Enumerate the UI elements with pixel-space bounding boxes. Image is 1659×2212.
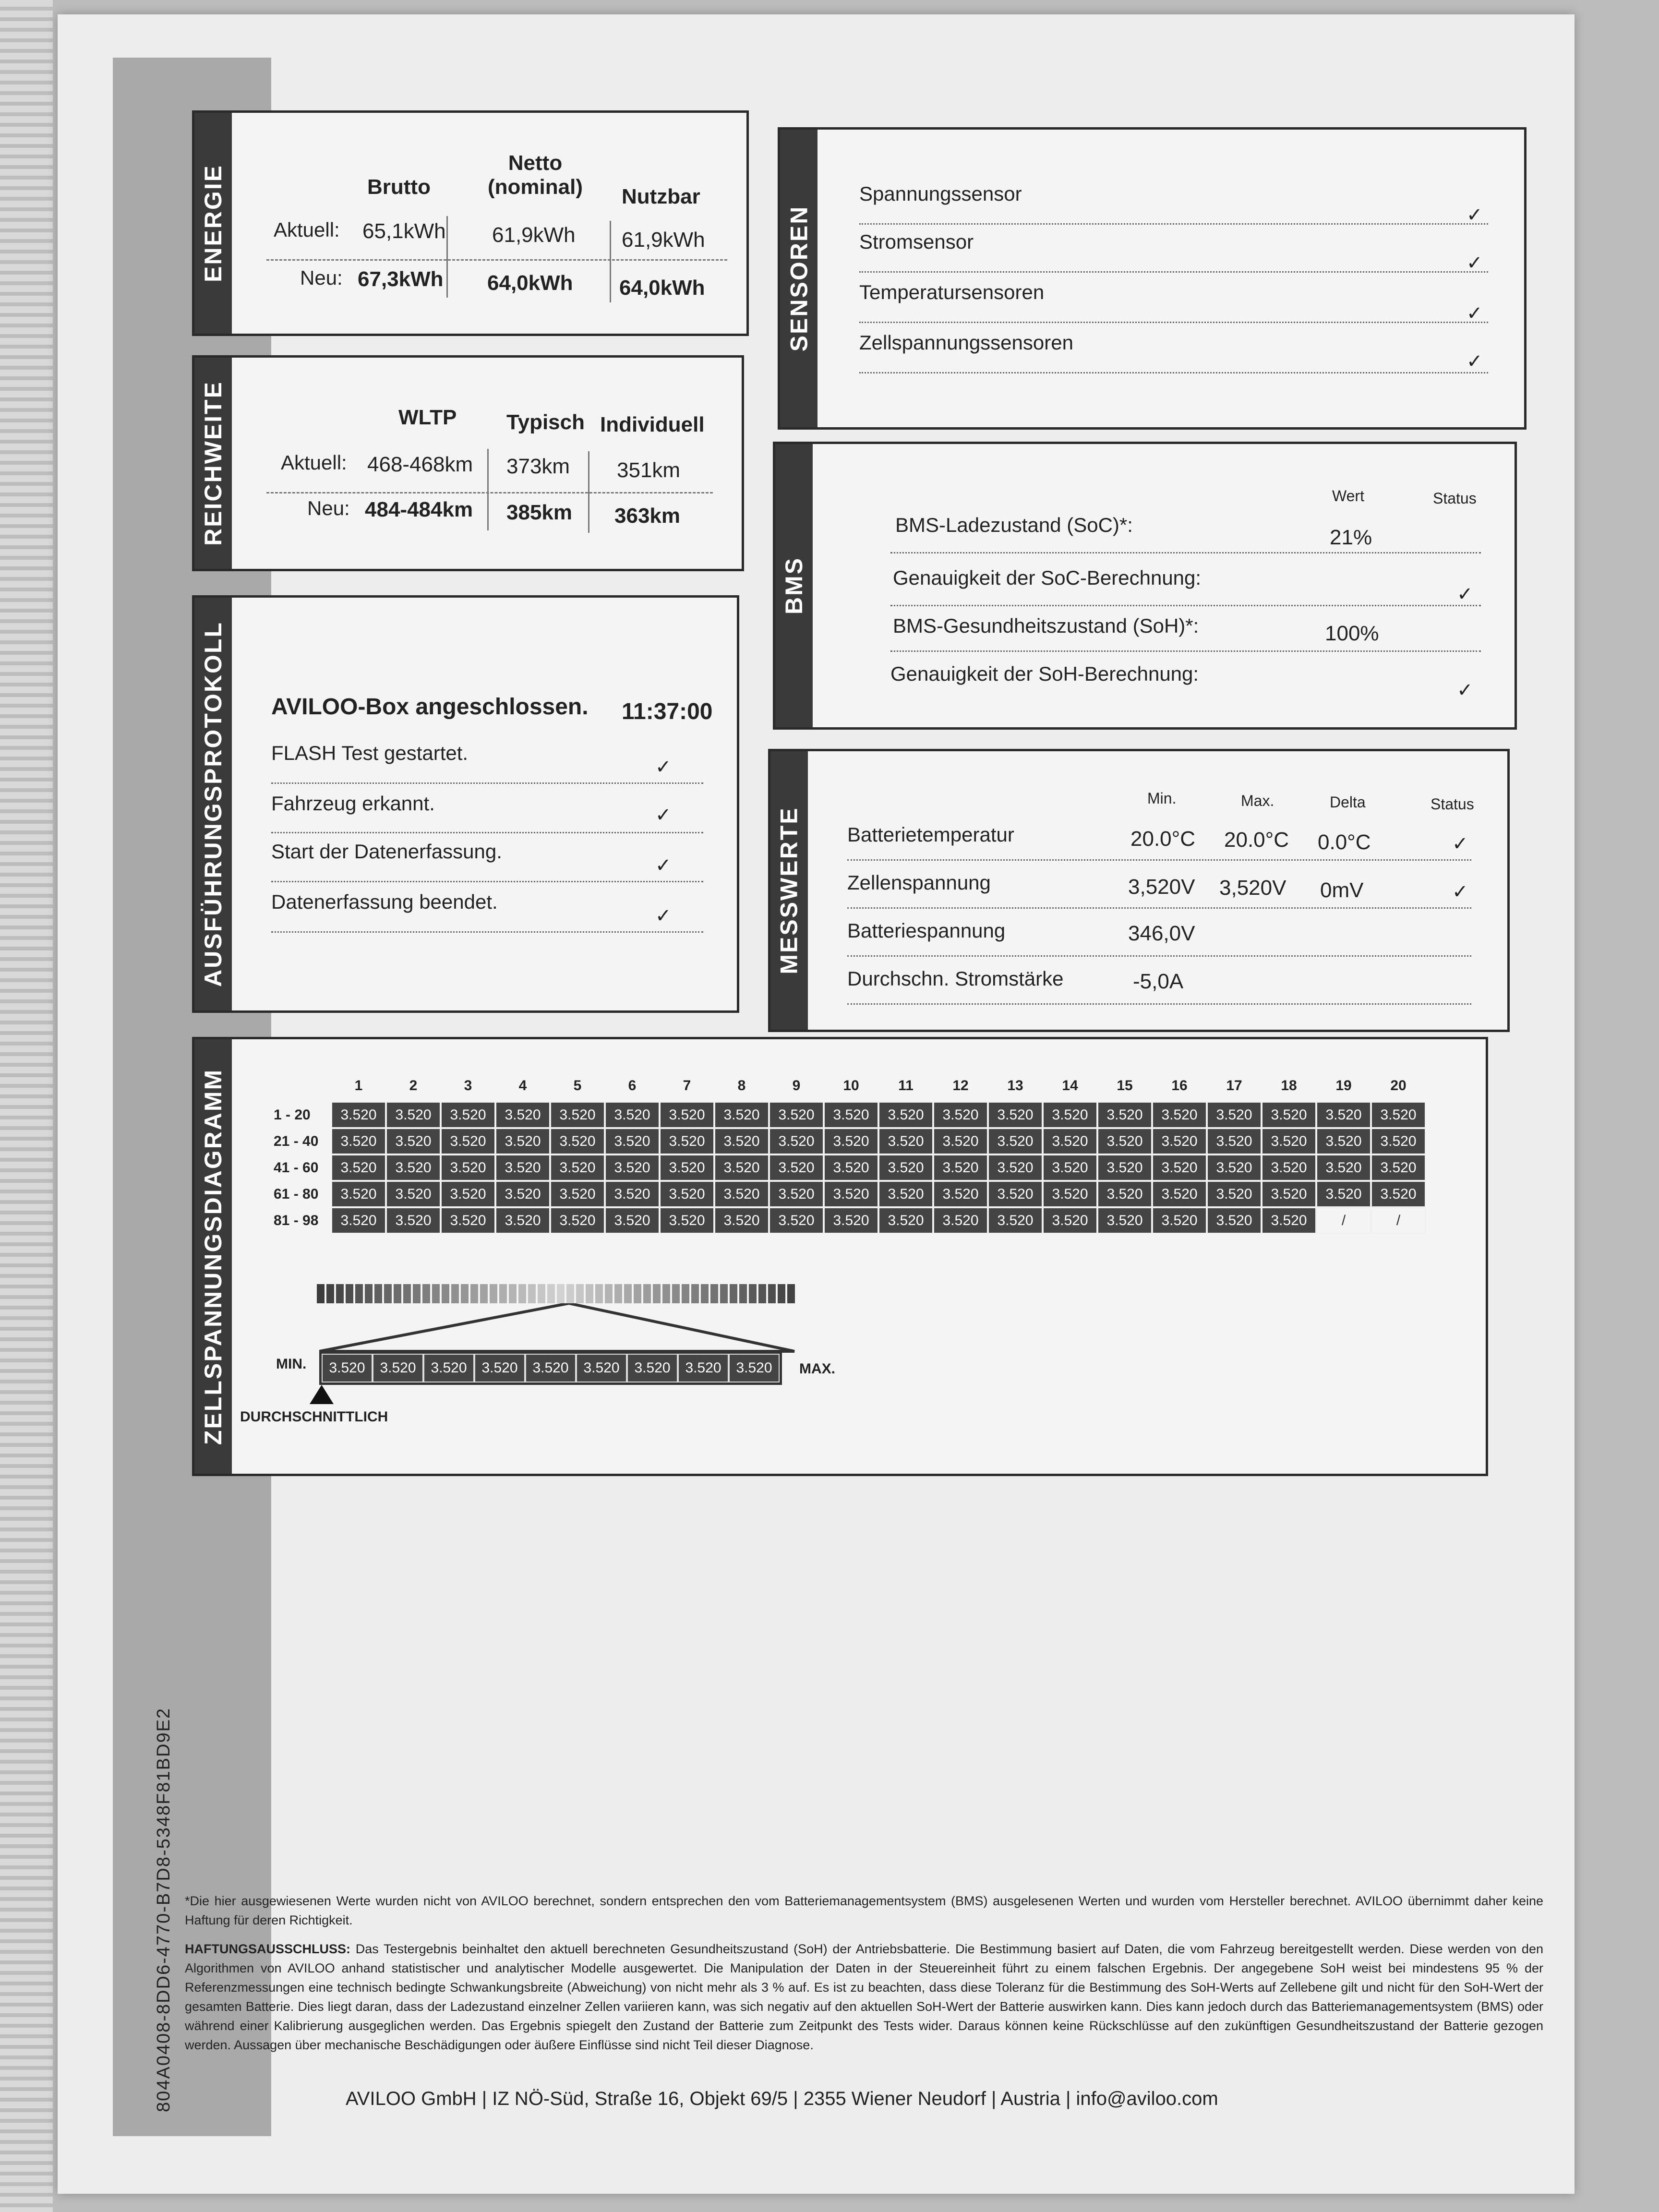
messwerte-title: MESSWERTE (776, 806, 803, 974)
reichweite-title: REICHWEITE (200, 381, 227, 546)
cell-voltage: 3.520 (769, 1181, 824, 1207)
cell-voltage: 3.520 (441, 1128, 495, 1154)
reichweite-neu-typisch: 385km (506, 501, 573, 524)
scale-segment (566, 1284, 574, 1303)
cell-voltage: 3.520 (769, 1128, 824, 1154)
protokoll-item: Fahrzeug erkannt. (271, 792, 435, 815)
reichweite-aktuell-wltp: 468-468km (367, 453, 473, 476)
cell-voltage: 3.520 (933, 1181, 988, 1207)
col-status: Status (1433, 490, 1477, 507)
footnote-star: *Die hier ausgewiesenen Werte wurden nicht von AVILOO berechnet, sondern entsprechen den vom Batteriemanagementsystem (BMS) ausgelesenen Werten und wurden vom Hersteller berechnet. AVILOO übernimmt daher keine Haftung für deren Richtigkeit. (185, 1894, 1543, 1927)
cell-voltage: 3.520 (605, 1181, 660, 1207)
cell-voltage: 3.520 (550, 1207, 605, 1234)
energie-neu-brutto: 67,3kWh (358, 267, 444, 291)
cell-voltage: 3.520 (1152, 1207, 1207, 1234)
messwert-label: Durchschn. Stromstärke (847, 967, 1064, 990)
reichweite-neu-individuell: 363km (614, 504, 681, 528)
cell-voltage: 3.520 (988, 1154, 1043, 1181)
column-number: 4 (518, 1078, 527, 1094)
scale-segment (499, 1284, 507, 1303)
energie-tab (194, 113, 232, 334)
cell-voltage: 3.520 (714, 1128, 769, 1154)
scale-segment (768, 1284, 776, 1303)
scale-segment (346, 1284, 353, 1303)
messwert-label: Batterietemperatur (847, 823, 1014, 846)
cell-voltage: 3.520 (660, 1128, 714, 1154)
column-number: 2 (409, 1078, 418, 1094)
average-cell: 3.520 (423, 1354, 474, 1382)
col-min: Min. (1147, 790, 1177, 807)
scale-segment (538, 1284, 545, 1303)
cell-voltage: 3.520 (1097, 1181, 1152, 1207)
cell-voltage: 3.520 (769, 1207, 824, 1234)
sensor-item: Spannungssensor (859, 182, 1022, 205)
column-number: 6 (628, 1078, 637, 1094)
scale-segment (691, 1284, 699, 1303)
check-icon: ✓ (655, 855, 672, 876)
scale-segment (778, 1284, 785, 1303)
cell-voltage: 3.520 (1207, 1128, 1262, 1154)
background-paper-strip (0, 0, 53, 2212)
protokoll-title: AUSFÜHRUNGSPROTOKOLL (200, 621, 227, 987)
scale-segment (662, 1284, 670, 1303)
scale-segment (422, 1284, 430, 1303)
cell-voltage: 3.520 (1043, 1128, 1097, 1154)
cell-row-labels (274, 1102, 318, 1234)
vehicle-id: 804A0408-8DD6-4770-B7D8-5348F81BD9E2 (154, 1707, 174, 2112)
soh-label: BMS-Gesundheitszustand (SoH)*: (893, 614, 1199, 637)
cell-voltage: 3.520 (386, 1207, 441, 1234)
column-number: 15 (1117, 1078, 1133, 1094)
cell-voltage-grid (331, 1102, 1426, 1234)
scale-segment (394, 1284, 401, 1303)
cell-voltage: 3.520 (988, 1181, 1043, 1207)
scale-segment (605, 1284, 613, 1303)
energie-title: ENERGIE (200, 164, 227, 283)
cell-voltage: 3.520 (1043, 1181, 1097, 1207)
scale-segment (432, 1284, 440, 1303)
average-cell: 3.520 (474, 1354, 525, 1382)
cell-voltage: 3.520 (605, 1128, 660, 1154)
cell-voltage: 3.520 (878, 1207, 933, 1234)
column-number: 19 (1335, 1078, 1352, 1094)
col-max: Max. (1241, 792, 1274, 809)
average-label: DURCHSCHNITTLICH (240, 1409, 388, 1425)
check-icon: ✓ (1457, 680, 1473, 701)
max-label: MAX. (799, 1361, 835, 1377)
cell-voltage: 3.520 (1207, 1207, 1262, 1234)
scale-segment (624, 1284, 632, 1303)
cell-voltage: 3.520 (495, 1102, 550, 1128)
check-icon: ✓ (1467, 252, 1483, 274)
cell-voltage: 3.520 (441, 1154, 495, 1181)
cell-voltage: 3.520 (1316, 1154, 1371, 1181)
protokoll-tab (194, 598, 232, 1010)
scale-segment (336, 1284, 344, 1303)
cell-voltage: 3.520 (1097, 1128, 1152, 1154)
sensoren-panel (778, 127, 1527, 430)
scale-segment (787, 1284, 795, 1303)
scale-segment (365, 1284, 373, 1303)
scale-segment (413, 1284, 421, 1303)
cell-voltage: 3.520 (933, 1102, 988, 1128)
scale-segment (682, 1284, 689, 1303)
scale-segment (490, 1284, 497, 1303)
cell-voltage: 3.520 (988, 1207, 1043, 1234)
col-brutto: Brutto (367, 175, 431, 199)
cell-voltage: 3.520 (1262, 1207, 1316, 1234)
scale-segment (442, 1284, 449, 1303)
energie-aktuell-brutto: 65,1kWh (362, 219, 446, 243)
row-aktuell-label: Aktuell: (274, 218, 340, 241)
scale-segment (451, 1284, 459, 1303)
scale-segment (480, 1284, 488, 1303)
empty-cell: / (1371, 1207, 1426, 1234)
cell-voltage: 3.520 (495, 1181, 550, 1207)
scale-segment (672, 1284, 680, 1303)
scale-segment (547, 1284, 555, 1303)
check-icon: ✓ (655, 805, 672, 826)
average-cell: 3.520 (373, 1354, 423, 1382)
check-icon: ✓ (1467, 204, 1483, 226)
cell-voltage: 3.520 (824, 1207, 878, 1234)
scale-segment (317, 1284, 325, 1303)
company-footer: AVILOO GmbH | IZ NÖ-Süd, Straße 16, Objekt 69/5 | 2355 Wiener Neudorf | Austria | info@aviloo.com (346, 2088, 1218, 2109)
sensor-item: Stromsensor (859, 230, 974, 253)
scale-zoom-lines (319, 1303, 799, 1356)
row-aktuell-label: Aktuell: (281, 451, 347, 474)
bms-title: BMS (781, 556, 808, 615)
cell-voltage: 3.520 (1097, 1102, 1152, 1128)
cell-voltage: 3.520 (824, 1102, 878, 1128)
cell-voltage: 3.520 (1152, 1102, 1207, 1128)
col-delta: Delta (1330, 793, 1366, 811)
cell-voltage: 3.520 (878, 1102, 933, 1128)
scale-segment (355, 1284, 363, 1303)
cell-voltage: 3.520 (495, 1154, 550, 1181)
column-number: 8 (737, 1078, 746, 1094)
row-label: 21 - 40 (274, 1133, 319, 1149)
messwert-min: 346,0V (1128, 922, 1195, 945)
column-number: 9 (792, 1078, 801, 1094)
average-marker-icon (310, 1385, 334, 1404)
cell-voltage: 3.520 (714, 1102, 769, 1128)
col-wltp: WLTP (398, 406, 457, 429)
energie-aktuell-nutzbar: 61,9kWh (622, 228, 705, 252)
reichweite-tab (194, 358, 232, 569)
cell-voltage: 3.520 (933, 1154, 988, 1181)
energie-neu-nutzbar: 64,0kWh (619, 276, 705, 300)
protokoll-item: Start der Datenerfassung. (271, 840, 502, 863)
scale-segment (384, 1284, 392, 1303)
protokoll-item: FLASH Test gestartet. (271, 742, 469, 764)
average-cell: 3.520 (322, 1354, 373, 1382)
cell-voltage: 3.520 (1207, 1102, 1262, 1128)
cell-voltage: 3.520 (1152, 1128, 1207, 1154)
scale-segment (576, 1284, 584, 1303)
row-label: 81 - 98 (274, 1213, 319, 1228)
check-icon: ✓ (1452, 881, 1468, 902)
cell-voltage: 3.520 (1262, 1102, 1316, 1128)
cell-voltage: 3.520 (1207, 1181, 1262, 1207)
soc-label: BMS-Ladezustand (SoC)*: (895, 514, 1133, 536)
sensoren-tab (780, 130, 817, 427)
cell-voltage: 3.520 (605, 1207, 660, 1234)
cell-voltage: 3.520 (769, 1154, 824, 1181)
cell-voltage: 3.520 (660, 1207, 714, 1234)
cell-voltage: 3.520 (824, 1128, 878, 1154)
cell-voltage: 3.520 (386, 1154, 441, 1181)
column-number: 11 (898, 1078, 914, 1094)
column-number: 5 (573, 1078, 582, 1094)
protokoll-heading: AVILOO-Box angeschlossen. (271, 694, 589, 720)
cell-voltage: 3.520 (550, 1102, 605, 1128)
column-number: 13 (1007, 1078, 1023, 1094)
average-cell-row (319, 1351, 782, 1385)
row-label: 41 - 60 (274, 1160, 319, 1176)
zellspannung-title: ZELLSPANNUNGSDIAGRAMM (200, 1068, 227, 1445)
bms-tab (775, 444, 813, 727)
scale-segment (326, 1284, 334, 1303)
average-cell: 3.520 (627, 1354, 678, 1382)
cell-voltage: 3.520 (824, 1154, 878, 1181)
cell-row (331, 1181, 1426, 1207)
empty-cell: / (1316, 1207, 1371, 1234)
reichweite-aktuell-typisch: 373km (506, 455, 570, 478)
scale-segment (749, 1284, 757, 1303)
scale-segment (614, 1284, 622, 1303)
protokoll-panel (192, 595, 739, 1013)
cell-row (331, 1154, 1426, 1181)
col-typisch: Typisch (506, 410, 585, 434)
cell-voltage: 3.520 (441, 1102, 495, 1128)
messwert-label: Batteriespannung (847, 919, 1006, 942)
scale-segment (518, 1284, 526, 1303)
scale-segment (470, 1284, 478, 1303)
cell-voltage: 3.520 (1262, 1181, 1316, 1207)
cell-voltage: 3.520 (988, 1128, 1043, 1154)
row-neu-label: Neu: (307, 497, 350, 519)
bms-panel (773, 442, 1517, 730)
messwert-delta: 0.0°C (1318, 830, 1371, 854)
messwert-min: -5,0A (1133, 970, 1184, 993)
messwerte-panel (768, 749, 1510, 1032)
check-icon: ✓ (655, 757, 672, 778)
sensor-item: Zellspannungssensoren (859, 331, 1073, 354)
cell-voltage: 3.520 (331, 1207, 386, 1234)
soh-value: 100% (1325, 622, 1379, 645)
soh-accuracy-label: Genauigkeit der SoH-Berechnung: (890, 662, 1199, 685)
cell-voltage: 3.520 (660, 1181, 714, 1207)
soc-accuracy-label: Genauigkeit der SoC-Berechnung: (893, 566, 1202, 589)
average-cell: 3.520 (576, 1354, 627, 1382)
check-icon: ✓ (1467, 351, 1483, 372)
cell-voltage: 3.520 (605, 1102, 660, 1128)
cell-voltage: 3.520 (714, 1181, 769, 1207)
cell-voltage: 3.520 (1152, 1154, 1207, 1181)
reichweite-aktuell-individuell: 351km (617, 458, 681, 482)
average-cell: 3.520 (729, 1354, 780, 1382)
voltage-color-scale (317, 1284, 797, 1303)
cell-voltage: 3.520 (1097, 1207, 1152, 1234)
sensor-item: Temperatursensoren (859, 281, 1045, 303)
messwert-max: 3,520V (1219, 876, 1286, 900)
scale-segment (730, 1284, 737, 1303)
cell-voltage: 3.520 (1043, 1102, 1097, 1128)
cell-voltage: 3.520 (988, 1102, 1043, 1128)
cell-voltage: 3.520 (495, 1128, 550, 1154)
row-neu-label: Neu: (300, 266, 343, 289)
sensoren-title: SENSOREN (785, 205, 812, 352)
scale-segment (403, 1284, 411, 1303)
energie-aktuell-netto: 61,9kWh (492, 223, 576, 247)
messwert-min: 20.0°C (1130, 827, 1196, 851)
cell-voltage: 3.520 (1371, 1128, 1426, 1154)
cell-voltage: 3.520 (331, 1102, 386, 1128)
cell-voltage: 3.520 (1097, 1154, 1152, 1181)
cell-voltage: 3.520 (386, 1181, 441, 1207)
cell-voltage: 3.520 (1262, 1154, 1316, 1181)
check-icon: ✓ (1467, 303, 1483, 324)
cell-voltage: 3.520 (714, 1207, 769, 1234)
cell-row (331, 1102, 1426, 1128)
scale-segment (528, 1284, 536, 1303)
cell-voltage: 3.520 (1316, 1128, 1371, 1154)
cell-voltage: 3.520 (660, 1154, 714, 1181)
cell-voltage: 3.520 (550, 1154, 605, 1181)
cell-voltage: 3.520 (1152, 1181, 1207, 1207)
column-number: 18 (1281, 1078, 1297, 1094)
reichweite-neu-wltp: 484-484km (365, 498, 473, 521)
column-number: 12 (952, 1078, 969, 1094)
cell-voltage: 3.520 (1043, 1207, 1097, 1234)
messwert-delta: 0mV (1320, 878, 1364, 902)
cell-voltage: 3.520 (331, 1154, 386, 1181)
cell-voltage: 3.520 (441, 1181, 495, 1207)
scale-segment (653, 1284, 661, 1303)
scale-segment (643, 1284, 651, 1303)
reichweite-panel (192, 355, 744, 571)
cell-voltage: 3.520 (1371, 1181, 1426, 1207)
energie-panel (192, 110, 749, 336)
column-number: 14 (1062, 1078, 1078, 1094)
row-label: 1 - 20 (274, 1107, 311, 1123)
messwert-label: Zellenspannung (847, 871, 991, 894)
protokoll-time: 11:37:00 (622, 699, 713, 724)
cell-row (331, 1128, 1426, 1154)
check-icon: ✓ (1457, 584, 1473, 605)
scale-segment (758, 1284, 766, 1303)
cell-voltage: 3.520 (441, 1207, 495, 1234)
cell-voltage: 3.520 (1371, 1154, 1426, 1181)
cell-voltage: 3.520 (386, 1102, 441, 1128)
cell-voltage: 3.520 (714, 1154, 769, 1181)
cell-row (331, 1207, 1426, 1234)
cell-voltage: 3.520 (1316, 1181, 1371, 1207)
cell-voltage: 3.520 (878, 1154, 933, 1181)
cell-voltage: 3.520 (660, 1102, 714, 1128)
scale-segment (634, 1284, 641, 1303)
scale-segment (595, 1284, 603, 1303)
row-label: 61 - 80 (274, 1186, 319, 1202)
cell-voltage: 3.520 (1207, 1154, 1262, 1181)
col-netto: Netto (nominal) (488, 151, 583, 199)
cell-voltage: 3.520 (824, 1181, 878, 1207)
scale-segment (509, 1284, 517, 1303)
cell-voltage: 3.520 (933, 1207, 988, 1234)
scale-segment (710, 1284, 718, 1303)
cell-voltage: 3.520 (878, 1128, 933, 1154)
cell-column-numbers (331, 1078, 1426, 1094)
scale-segment (701, 1284, 709, 1303)
col-wert: Wert (1332, 487, 1364, 505)
cell-voltage: 3.520 (1371, 1102, 1426, 1128)
column-number: 10 (843, 1078, 859, 1094)
cell-voltage: 3.520 (1262, 1128, 1316, 1154)
column-number: 7 (683, 1078, 691, 1094)
cell-voltage: 3.520 (1316, 1102, 1371, 1128)
messwert-min: 3,520V (1128, 875, 1195, 899)
column-number: 20 (1390, 1078, 1407, 1094)
energie-neu-netto: 64,0kWh (487, 271, 573, 295)
cell-voltage: 3.520 (331, 1128, 386, 1154)
cell-voltage: 3.520 (550, 1181, 605, 1207)
messwert-max: 20.0°C (1224, 828, 1289, 852)
check-icon: ✓ (655, 905, 672, 926)
cell-voltage: 3.520 (878, 1181, 933, 1207)
cell-voltage: 3.520 (386, 1128, 441, 1154)
zellspannung-tab (194, 1039, 232, 1474)
average-cell: 3.520 (525, 1354, 576, 1382)
cell-voltage: 3.520 (331, 1181, 386, 1207)
cell-voltage: 3.520 (1043, 1154, 1097, 1181)
check-icon: ✓ (1452, 833, 1468, 854)
col-individuell: Individuell (600, 413, 705, 436)
column-number: 17 (1226, 1078, 1242, 1094)
disclaimer: HAFTUNGSAUSSCHLUSS: Das Testergebnis beinhaltet den aktuell berechneten Gesundheitszustand (SoH) der Antriebsbatterie. Die Bestimmung basiert auf Daten, die vom Fahrzeug bereitgestellt werden. Diese werden von den Algorithmen von AVILOO anhand statistischer und analytischer Modelle ausgewertet. Die Manipulation der Daten in der Steuereinheit führt zu einem falschen Ergebnis. Der angegebene SoH weist bei mindestens 95 % der Referenzmessungen eine technisch bedingte Schwankungsbreite (Abweichung) von nicht mehr als 3 % auf. Es ist zu beachten, dass diese Toleranz für die Bestimmung des SoH-Werts auf Zellebene gilt und nicht für den SoH-Wert der gesamten Batterie. Dies liegt daran, dass der Ladezustand einzelner Zellen variieren kann, was sich negativ auf den aktuellen SoH-Wert der Batterie auswirken kann. Dies kann jedoch durch das Batteriemanagementsystem (BMS) oder während einer Kalibrierung ausgeglichen werden. Das Ergebnis spiegelt den Zustand der Batterie zum Zeitpunkt des Tests wider. Daraus können keine Rückschlüsse auf den zukünftigen Gesundheitszustand der Batterie gezogen werden. Aussagen über mechanische Beschädigungen oder äußere Einflüsse sind nicht Teil dieser Diagnose. (185, 1942, 1543, 2052)
cell-voltage: 3.520 (605, 1154, 660, 1181)
cell-voltage: 3.520 (550, 1128, 605, 1154)
scale-segment (557, 1284, 565, 1303)
column-number: 3 (464, 1078, 472, 1094)
protokoll-item: Datenerfassung beendet. (271, 890, 498, 913)
scale-segment (374, 1284, 382, 1303)
cell-voltage: 3.520 (495, 1207, 550, 1234)
column-number: 1 (354, 1078, 363, 1094)
messwerte-tab (770, 751, 808, 1030)
column-number: 16 (1171, 1078, 1188, 1094)
scale-segment (586, 1284, 593, 1303)
col-nutzbar: Nutzbar (622, 185, 700, 208)
cell-voltage: 3.520 (933, 1128, 988, 1154)
average-cell: 3.520 (678, 1354, 729, 1382)
scale-segment (461, 1284, 469, 1303)
cell-voltage: 3.520 (769, 1102, 824, 1128)
scale-segment (720, 1284, 728, 1303)
soc-value: 21% (1330, 526, 1372, 549)
scale-segment (739, 1284, 747, 1303)
min-label: MIN. (276, 1356, 307, 1372)
col-status: Status (1431, 795, 1474, 813)
